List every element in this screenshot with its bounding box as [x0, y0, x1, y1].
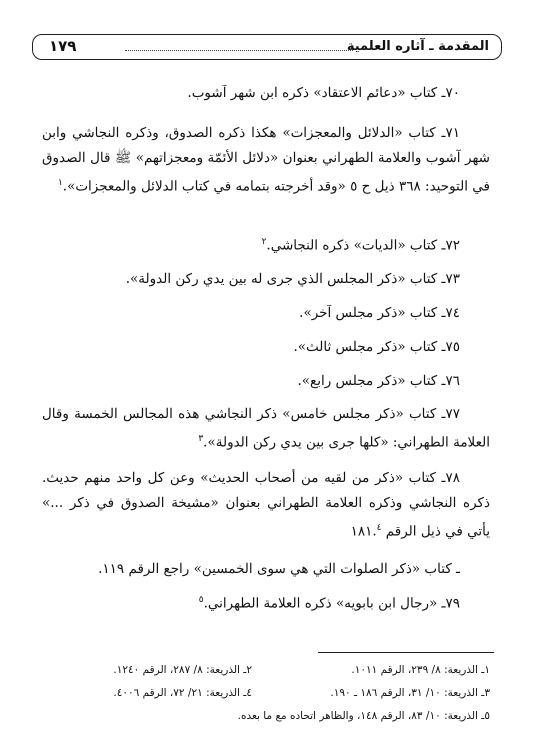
entry-71-text: ٧١ـ كتاب «الدلائل والمعجزات» هكذا ذكره الصدوق، وذكره النجاشي وابن شهر آشوب والعلامة الطهراني بعنوان «دلائل الأئمّة ومعجزاتهم» ﷺ قال الصدوق في التوحيد: ٣٦٨ ذيل ح ٥ «وقد أخرجته بتمامه في كتاب الدلائل والمعجزات». [42, 125, 490, 195]
entry-70: ٧٠ـ كتاب «دعائم الاعتقاد» ذكره ابن شهر آشوب. [187, 85, 460, 101]
entry-79-text: ٧٩ـ «رجال ابن بابويه» ذكره العلامة الطهراني. [203, 595, 460, 612]
footnote-ref-1: ١ [57, 178, 63, 188]
page-number: ١٧٩ [49, 37, 77, 55]
entry-75: ٧٥ـ كتاب «ذكر مجلس ثالث». [293, 339, 460, 355]
entry-73: ٧٣ـ كتاب «ذكر المجلس الذي جرى له بين يدي ركن الدولة». [125, 271, 460, 287]
header-dotted-leader [125, 50, 353, 51]
header-title: المقدمة ـ آثاره العلمية [346, 39, 489, 54]
footnote-4: ٤ـ الذريعة: ٢١/ ٧٢، الرقم ٤٠٠٦. [113, 687, 252, 699]
entry-76: ٧٦ـ كتاب «ذكر مجلس رابع». [297, 373, 460, 389]
entry-79 [42, 595, 460, 612]
entry-72-text: ٧٢ـ كتاب «الديات» ذكره النجاشي. [266, 237, 460, 254]
entry-77 [42, 402, 490, 456]
entry-salawat: ـ كتاب «ذكر الصلوات التي هي سوى الخمسين» راجع الرقم ١١٩. [98, 561, 460, 577]
footnote-5: ٥ـ الذريعة: ١٠/ ٨٣، الرقم ١٤٨، والظاهر اتحاده مع ما بعده. [237, 710, 490, 722]
entry-78-text: ٧٨ـ كتاب «ذكر من لقيه من أصحاب الحديث» وعن كل واحد منهم حديث. ذكره النجاشي وذكره العلامة الطهراني بعنوان «مشيخة الصدوق في ذكر ...» يأتي في ذيل الرقم ١٨١. [42, 470, 490, 540]
footnote-1: ١ـ الذريعة: ٨/ ٢٣٩، الرقم ١٠١١. [351, 664, 490, 676]
footnote-2: ٢ـ الذريعة: ٨/ ٢٨٧، الرقم ١٢٤٠. [113, 664, 252, 676]
entry-71 [42, 121, 490, 200]
running-header [32, 34, 502, 60]
footnote-ref-3: ٣ [198, 434, 204, 444]
footnote-ref-4: ٤ [376, 523, 382, 533]
entry-77-text: ٧٧ـ كتاب «ذكر مجلس خامس» ذكر النجاشي هذه المجالس الخمسة وقال العلامة الطهراني: «كلها جرى بين يدي ركن الدولة». [42, 406, 490, 451]
footnote-ref-2: ٢ [261, 237, 267, 247]
footnote-separator [318, 652, 494, 653]
footnote-ref-5: ٥ [198, 595, 204, 605]
entry-78 [42, 466, 490, 545]
entry-74: ٧٤ـ كتاب «ذكر مجلس آخر». [299, 305, 460, 321]
entry-72 [42, 237, 460, 254]
footnote-3: ٣ـ الذريعة: ١٠/ ٣١، الرقم ١٨٦ ـ ١٩٠. [330, 687, 490, 699]
